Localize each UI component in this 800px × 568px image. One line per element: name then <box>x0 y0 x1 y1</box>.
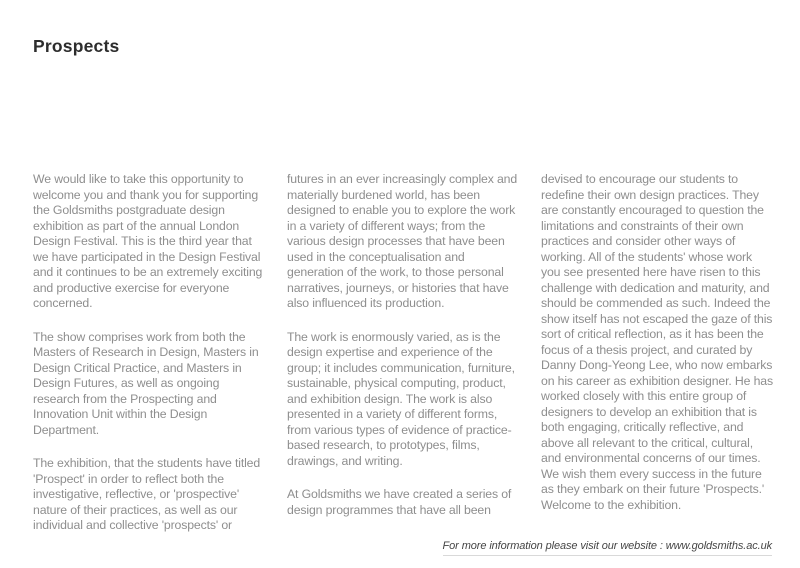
footer-note: For more information please visit our website : www.goldsmiths.ac.uk <box>443 540 772 556</box>
text-column-1 <box>33 172 266 534</box>
text-column-2 <box>287 172 520 534</box>
paragraph: devised to encourage our students to redefine their own design practices. They are constantly encouraged to question the limitations and constraints of their own practices and consider other ways of working. All of the students' whose work you see presented here have risen to this challenge with dedication and maturity, and should be commended as such. Indeed the show itself has not escaped the gaze of this sort of critical reflection, as it has been the focus of a thesis project, and curated by Danny Dong-Yeong Lee, who now embarks on his career as exhibition designer. He has worked closely with this entire group of designers to develop an exhibition that is both engaging, critically reflective, and above all relevant to the critical, cultural, and environmental concerns of our times. We wish them every success in the future as they embark on their future 'Prospects.' Welcome to the exhibition. <box>541 172 773 512</box>
body-columns <box>33 172 773 534</box>
paragraph: The work is enormously varied, as is the design expertise and experience of the group; it includes communication, furniture, sustainable, physical computing, product, and exhibition design. The work is also presented in a variety of different forms, from various types of evidence of practice-based research, to prototypes, films, drawings, and writing. <box>287 329 515 468</box>
text-column-3 <box>541 172 774 534</box>
paragraph: We would like to take this opportunity to welcome you and thank you for supporting the Goldsmiths postgraduate design exhibition as part of the annual London Design Festival. This is the third year that we have participated in the Design Festival and it continues to be an extremely exciting and productive exercise for everyone concerned. <box>33 172 263 310</box>
page-title: Prospects <box>33 35 120 56</box>
paragraph: futures in an ever increasingly complex and materially burdened world, has been designed to enable you to explore the work in a variety of different ways; from the various design processes that have been used in the conceptualisation and generation of the work, to those personal narratives, journeys, or histories that have also influenced its production. <box>287 172 518 310</box>
paragraph: At Goldsmiths we have created a series of design programmes that have all been <box>287 487 512 517</box>
paragraph: The exhibition, that the students have titled 'Prospect' in order to reflect both the investigative, reflective, or 'prospective' nature of their practices, as well as our individual and collective 'prospects' or <box>33 456 261 532</box>
paragraph: The show comprises work from both the Masters of Research in Design, Masters in Design Critical Practice, and Masters in Design Futures, as well as ongoing research from the Prospecting and Innovation Unit within the Design Department. <box>33 329 259 437</box>
